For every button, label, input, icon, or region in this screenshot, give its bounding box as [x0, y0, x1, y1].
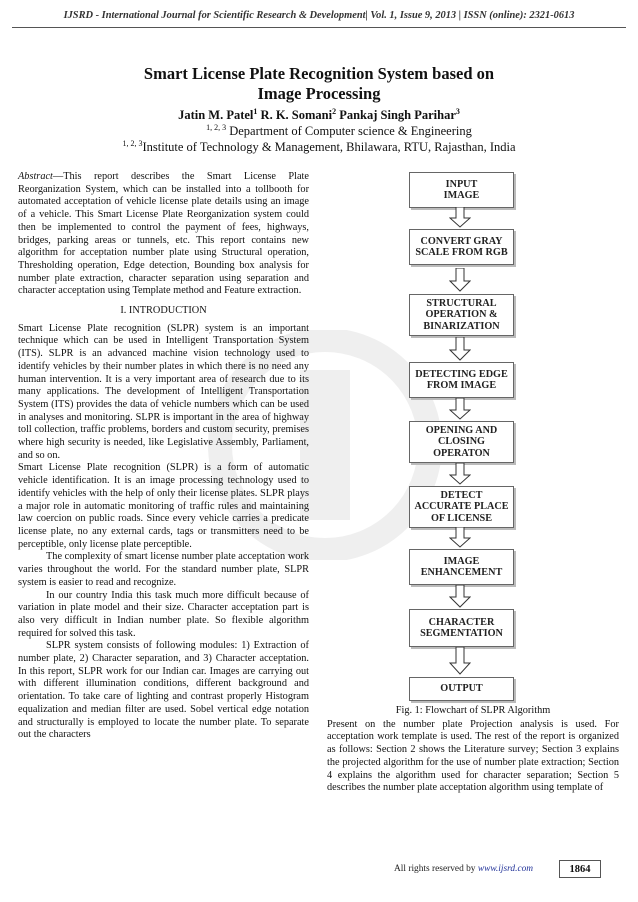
footer-site-link[interactable]: www.ijsrd.com [477, 864, 534, 874]
header-rule [12, 27, 626, 28]
figure-caption: Fig. 1: Flowchart of SLPR Algorithm [395, 705, 551, 716]
paper-title [0, 64, 638, 104]
down-arrow-icon [449, 398, 471, 420]
flow-step-text: DETECT [440, 489, 483, 501]
intro-paragraph-3: The complexity of smart license number plate acceptation work varies throughout the world. For the standard number plate, SLPR system is easier to read and recognize. [18, 551, 309, 588]
flow-step-text: FROM IMAGE [426, 380, 497, 391]
flow-step-opening-closing [409, 421, 514, 463]
flow-step-text: OF LICENSE [430, 512, 493, 524]
author-name: Jatin M. Patel [178, 108, 254, 122]
down-arrow-icon [449, 463, 471, 485]
intro-paragraph-4: In our country India this task much more difficult because of variation in plate model and their size. Character acceptation part is also very difficult in Indian number plate. So flexible algorithm required for solved this task. [18, 589, 309, 639]
affiliation-sup: 1, 2, 3 [122, 138, 143, 148]
flow-step-input-image [409, 172, 514, 208]
flow-step-text: CONVERT GRAY [420, 235, 503, 247]
abstract-label: Abstract [18, 171, 53, 182]
flow-step-text: ENHANCEMENT [420, 567, 503, 578]
abstract-text: —This report describes the Smart License Plate Reorganization System, which can be installed into a tollbooth for automated acceptation of vehicle license plate details using an image of a vehicle. This Smart License Plate Reorganization system could then be implemented to control the payment of fees, highways, bridges, parking areas or tunnels, etc. This report contains new algorithm for acceptation number plate using Structural operation, Thresholding operation, Edge detection, Bounding box analysis for number plate extraction, character separation using separation and character acceptation using Template method and Feature extraction. [18, 171, 309, 297]
down-arrow-icon [449, 268, 471, 292]
flow-step-detecting-edge [409, 362, 514, 398]
flow-step-text: BINARIZATION [423, 320, 500, 332]
left-column [18, 171, 309, 742]
flow-step-image-enhancement [409, 549, 514, 585]
flow-step-text: OPENING AND [425, 424, 498, 436]
footer-rights-text: All rights reserved by [394, 864, 478, 874]
flow-step-text: SCALE FROM RGB [415, 247, 508, 258]
flow-step-structural-operation [409, 294, 514, 336]
flow-step-output [409, 677, 514, 701]
flow-step-text: OPERATON [433, 447, 490, 459]
right-column-paragraph: Present on the number plate Projection analysis is used. For acceptation work template is used. The rest of the report is organized as follows: Section 2 shows the Literature survey; Section 3 explains the projected algorithm for the use of number plate extraction; Section 4 explains the algorithm used for character separation; Section 5 describes the number plate acceptation algorithm using template of [327, 718, 619, 794]
intro-paragraph-1: Smart License Plate recognition (SLPR) system is an important technique which can be used in Intelligent Transportation System (ITS). SLPR is an advanced machine vision technology used to identify vehicles by their number plates in which there is no need any human intervention. It is a very important area of research due to its many applications. The development of Intelligent Transportation System (ITS) provides the data of vehicle numbers which can be used in analyses and monitoring. SLPR is important in the area of highway toll collection, traffic problems, borders and custom security, premises where high security is needed, like Legislative Assembly, Parliament, and so on. [18, 322, 309, 461]
flow-step-text: OUTPUT [440, 683, 483, 695]
flow-step-text: IMAGE [443, 190, 480, 201]
author-name: R. K. Somani [260, 108, 333, 122]
author-sup: 2 [332, 106, 337, 116]
flow-step-detect-license-place [409, 486, 514, 528]
flow-step-text: CHARACTER [428, 616, 495, 628]
intro-paragraph-2: Smart License Plate recognition (SLPR) is a form of automatic vehicle identification. It is an image processing technology used to identify vehicles with the help of only their license plates. SLPR plays a major role in automatic monitoring of traffic rules and maintaining law coercion on public roads. Since every vehicle carries a predicate license plate, no any external cards, tags or transmitters need to be perceptible, only license plate perceptible. [18, 462, 309, 550]
author-name: Pankaj Singh Parihar [339, 108, 456, 122]
author-sup: 1 [253, 106, 258, 116]
flow-step-text: CLOSING [437, 436, 485, 448]
down-arrow-icon [449, 527, 471, 548]
abstract [18, 171, 309, 298]
flow-step-text: IMAGE [443, 555, 480, 567]
flow-step-text: DETECTING EDGE [415, 368, 508, 380]
journal-header: IJSRD - International Journal for Scientific Research & Development| Vol. 1, Issue 9, 2013 | ISSN (online): 2321-0613 [63, 10, 575, 21]
affiliation-sup: 1, 2, 3 [206, 122, 227, 132]
flow-step-text: INPUT [445, 178, 478, 190]
author-sup: 3 [455, 106, 460, 116]
paper-title-line-2: Image Processing [257, 84, 381, 103]
title-block [0, 64, 638, 155]
right-column [327, 705, 619, 795]
affiliation-text: Institute of Technology & Management, Bhilawara, RTU, Rajasthan, India [142, 140, 516, 154]
down-arrow-icon [449, 647, 471, 675]
footer-rights [394, 864, 533, 874]
down-arrow-icon [449, 585, 471, 608]
flow-step-character-segmentation [409, 609, 514, 647]
down-arrow-icon [449, 337, 471, 361]
author-list [0, 108, 638, 123]
down-arrow-icon [449, 207, 471, 228]
affiliation-department [0, 123, 638, 139]
flow-step-text: SEGMENTATION [420, 628, 503, 639]
intro-paragraph-5: SLPR system consists of following modules: 1) Extraction of number plate, 2) Character separation, and 3) Character acceptation. In this report, SLPR work for our Indian car. Images are carrying out with different illumination conditions, different background and orientation. To take care of lighting and contrast properly Histogram equalization and median filter are used. Sobel vertical edge notation and structurally is employed to locate the number plate. To separate out the characters [18, 640, 309, 741]
paper-title-line-1: Smart License Plate Recognition System based on [143, 64, 495, 83]
flow-step-text: OPERATION & [425, 309, 498, 321]
flow-step-convert-gray [409, 229, 514, 265]
affiliation-institute [0, 139, 638, 155]
affiliation-text: Department of Computer science & Engineering [229, 124, 472, 138]
page-number: 1864 [559, 860, 601, 878]
flow-step-text: STRUCTURAL [426, 297, 497, 309]
section-heading-introduction: I. INTRODUCTION [120, 305, 207, 317]
flow-step-text: ACCURATE PLACE [414, 501, 509, 513]
